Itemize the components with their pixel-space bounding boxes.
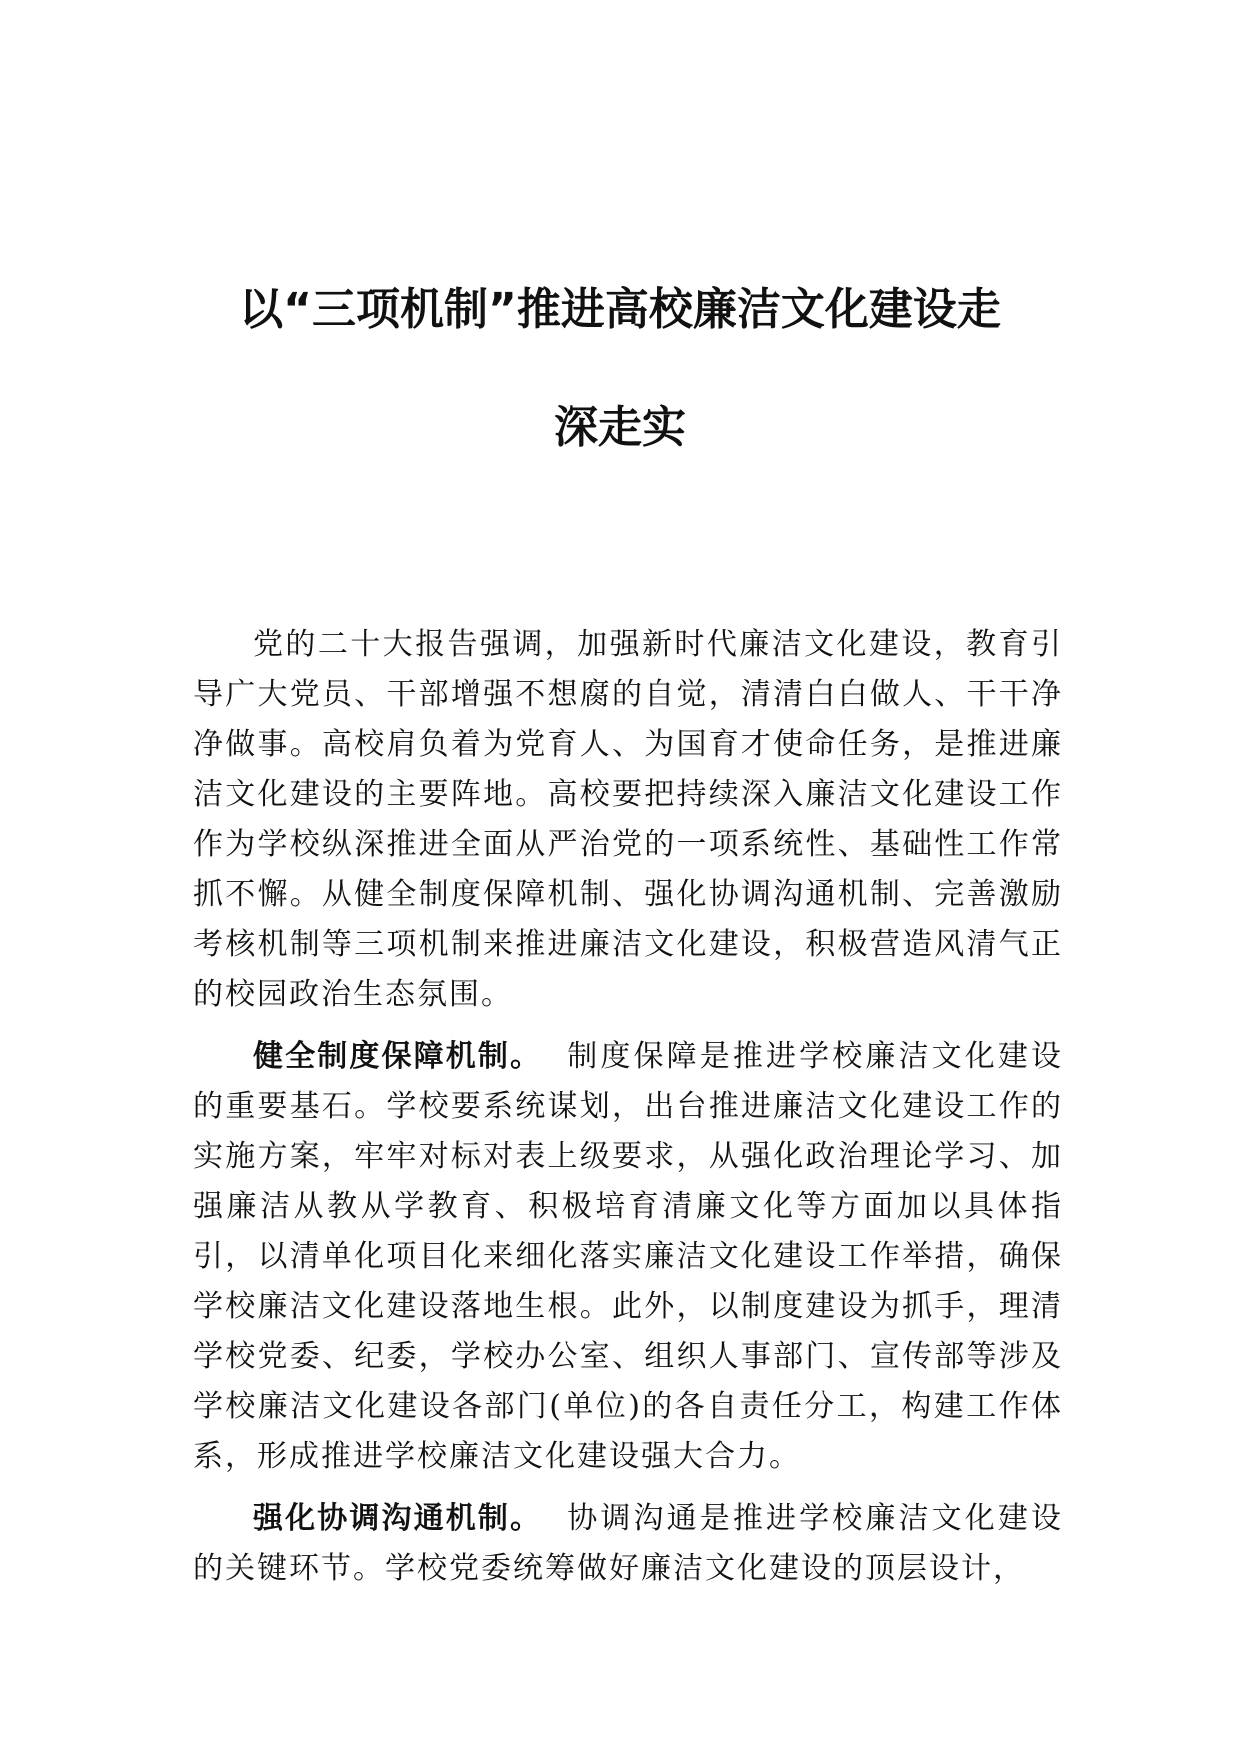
paragraph-system-guarantee-heading: 健全制度保障机制。 bbox=[253, 1039, 543, 1074]
document-title-line-1: 以“三项机制”推进高校廉洁文化建设走 bbox=[239, 284, 1001, 335]
paragraph-coordination-heading: 强化协调沟通机制。 bbox=[253, 1501, 543, 1536]
paragraph-coordination bbox=[193, 1494, 1063, 1594]
paragraph-coordination-text: 协调沟通是推进学校廉洁文化建设的关键环节。学校党委统筹做好廉洁文化建设的顶层设计， bbox=[193, 1501, 1063, 1586]
document-title-line-2: 深走实 bbox=[554, 402, 686, 453]
document-body bbox=[193, 620, 1063, 1594]
paragraph-intro bbox=[193, 620, 1063, 1020]
paragraph-system-guarantee bbox=[193, 1032, 1063, 1482]
paragraph-system-guarantee-text: 制度保障是推进学校廉洁文化建设的重要基石。学校要系统谋划，出台推进廉洁文化建设工作的实施方案，牢牢对标对表上级要求，从强化政治理论学习、加强廉洁从教从学教育、积极培育清廉文化等方面加以具体指引，以清单化项目化来细化落实廉洁文化建设工作举措，确保学校廉洁文化建设落地生根。此外，以制度建设为抓手，理清学校党委、纪委，学校办公室、组织人事部门、宣传部等涉及学校廉洁文化建设各部门(单位)的各自责任分工，构建工作体系，形成推进学校廉洁文化建设强大合力。 bbox=[193, 1039, 1063, 1474]
paragraph-intro-text: 党的二十大报告强调，加强新时代廉洁文化建设，教育引导广大党员、干部增强不想腐的自觉，清清白白做人、干干净净做事。高校肩负着为党育人、为国育才使命任务，是推进廉洁文化建设的主要阵地。高校要把持续深入廉洁文化建设工作作为学校纵深推进全面从严治党的一项系统性、基础性工作常抓不懈。从健全制度保障机制、强化协调沟通机制、完善激励考核机制等三项机制来推进廉洁文化建设，积极营造风清气正的校园政治生态氛围。 bbox=[193, 627, 1063, 1012]
